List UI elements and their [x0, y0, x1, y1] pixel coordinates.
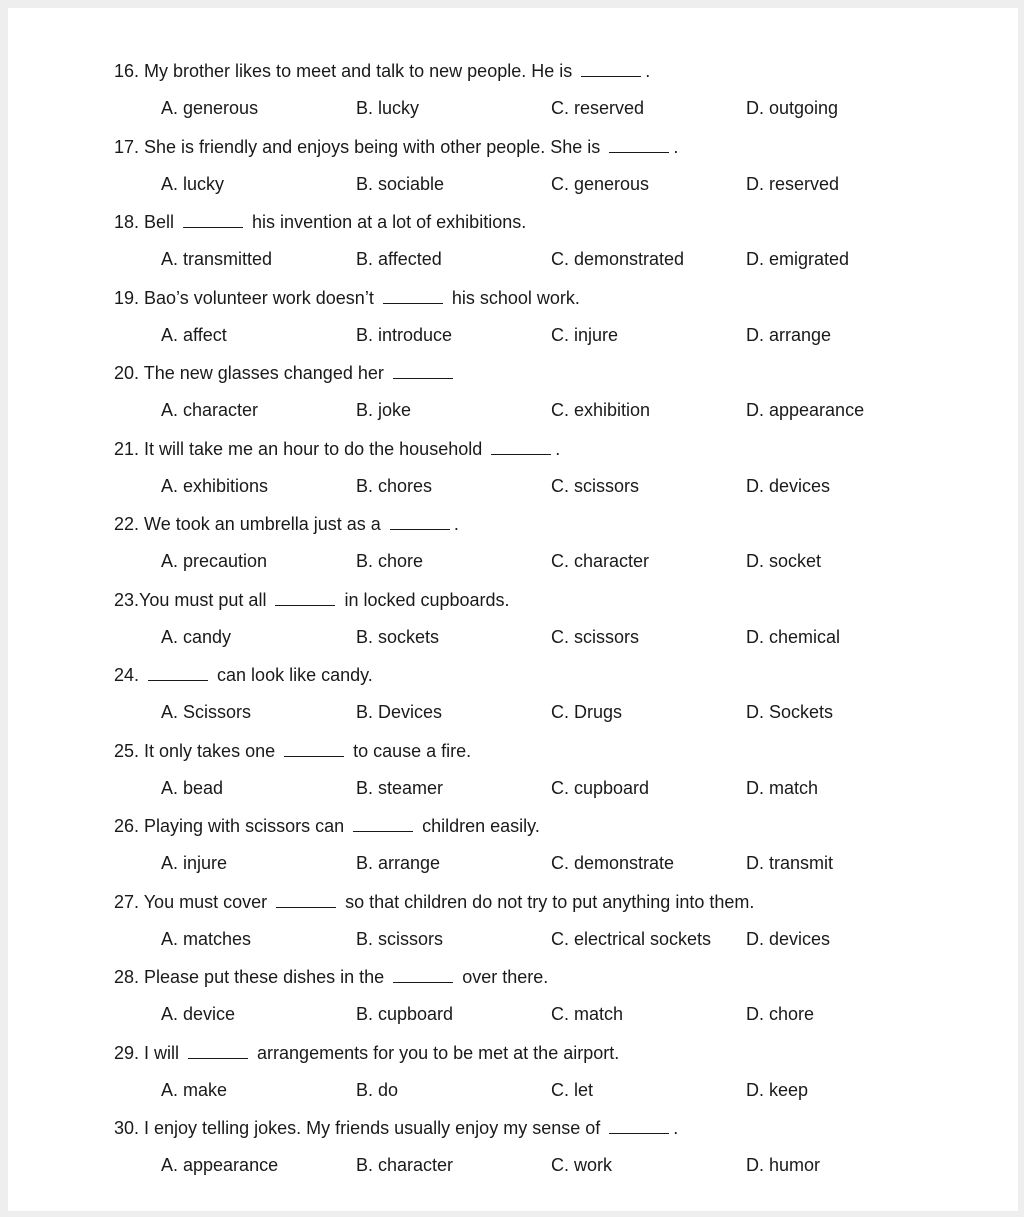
answer-blank [609, 138, 669, 153]
option-d: D. arrange [746, 324, 832, 345]
option-b: B. steamer [356, 777, 444, 798]
question-text-before: 21. It will take me an hour to do the household [114, 438, 488, 459]
option-b: B. arrange [356, 853, 441, 873]
answer-blank [581, 62, 641, 77]
option-c: C. scissors [551, 475, 640, 496]
answer-blank [188, 1044, 248, 1059]
question-stem [114, 966, 548, 988]
option-c: C. exhibition [551, 400, 651, 420]
answer-blank [276, 893, 336, 908]
option-d: D. socket [746, 551, 822, 571]
question-item [8, 60, 1018, 136]
option-c: C. injure [551, 324, 619, 345]
question-item [8, 664, 1018, 740]
question-text-before: 22. We took an umbrella just as a [114, 514, 386, 534]
question-text-after: his invention at a lot of exhibitions. [247, 212, 527, 232]
option-c: C. reserved [551, 98, 645, 118]
question-text-before: 17. She is friendly and enjoys being with other people. She is [114, 136, 606, 157]
question-stem [114, 438, 560, 460]
option-b: B. chores [356, 475, 433, 496]
question-text-before: 30. I enjoy telling jokes. My friends usually enjoy my sense of [114, 1118, 606, 1138]
option-c: C. generous [551, 173, 650, 194]
option-d: D. outgoing [746, 98, 839, 118]
option-a: A. appearance [161, 1155, 279, 1175]
question-stem [114, 589, 510, 611]
question-stem [114, 136, 678, 158]
question-item [8, 589, 1018, 665]
question-item [8, 136, 1018, 212]
question-stem [114, 891, 754, 913]
question-item [8, 1117, 1018, 1193]
option-a: A. Scissors [161, 702, 252, 722]
option-b: B. do [356, 1079, 399, 1100]
option-d: D. Sockets [746, 702, 834, 722]
question-stem [114, 287, 580, 309]
option-c: C. electrical sockets [551, 928, 712, 949]
question-item [8, 740, 1018, 816]
option-c: C. cupboard [551, 777, 650, 798]
option-b: B. lucky [356, 98, 420, 118]
option-c: C. work [551, 1155, 613, 1175]
option-c: C. scissors [551, 626, 640, 647]
question-text-before: 18. Bell [114, 212, 180, 232]
question-text-before: 27. You must cover [114, 891, 273, 912]
option-b: B. affected [356, 249, 442, 269]
question-text-after: . [555, 438, 561, 459]
option-b: B. introduce [356, 324, 453, 345]
question-text-after: to cause a fire. [348, 740, 472, 761]
option-d: D. humor [746, 1155, 821, 1175]
answer-blank [275, 591, 335, 606]
question-text-after: his school work. [446, 287, 580, 308]
question-stem [114, 60, 650, 82]
question-stem [114, 664, 373, 686]
option-d: D. keep [746, 1079, 809, 1100]
question-stem [114, 1117, 678, 1139]
option-d: D. devices [746, 928, 831, 949]
question-text-before: 23.You must put all [114, 589, 272, 610]
option-d: D. transmit [746, 853, 834, 873]
question-text-after: . [645, 61, 651, 81]
question-text-after: . [673, 1118, 679, 1138]
option-a: A. make [161, 1079, 228, 1100]
question-item [8, 815, 1018, 891]
option-a: A. affect [161, 324, 227, 345]
question-stem [114, 815, 540, 837]
option-d: D. appearance [746, 400, 865, 420]
option-a: A. device [161, 1004, 236, 1024]
question-text-after: over there. [457, 967, 549, 987]
question-item [8, 966, 1018, 1042]
option-d: D. chore [746, 1004, 815, 1024]
answer-blank [390, 515, 450, 530]
option-a: A. exhibitions [161, 475, 269, 496]
option-a: A. transmitted [161, 249, 273, 269]
question-stem [114, 211, 526, 233]
question-item [8, 1042, 1018, 1118]
answer-blank [383, 289, 443, 304]
question-text-after: in locked cupboards. [339, 589, 510, 610]
option-c: C. character [551, 551, 650, 571]
question-text-before: 19. Bao’s volunteer work doesn’t [114, 287, 379, 308]
option-b: B. Devices [356, 702, 443, 722]
option-b: B. chore [356, 551, 424, 571]
option-b: B. scissors [356, 928, 444, 949]
question-item [8, 513, 1018, 589]
answer-blank [148, 666, 208, 681]
answer-blank [491, 440, 551, 455]
answer-blank [183, 213, 243, 228]
question-stem [114, 513, 459, 535]
question-text-before: 20. The new glasses changed her [114, 363, 389, 383]
question-text-before: 24. [114, 665, 145, 685]
option-c: C. Drugs [551, 702, 623, 722]
question-item [8, 287, 1018, 363]
option-d: D. match [746, 777, 819, 798]
question-item [8, 891, 1018, 967]
question-text-before: 26. Playing with scissors can [114, 816, 350, 836]
question-stem [114, 1042, 619, 1064]
answer-blank [284, 742, 344, 757]
question-text-before: 28. Please put these dishes in the [114, 967, 390, 987]
worksheet-page [8, 8, 1018, 1211]
option-a: A. candy [161, 626, 232, 647]
answer-blank [393, 968, 453, 983]
answer-blank [353, 817, 413, 832]
option-a: A. generous [161, 98, 259, 118]
question-stem [114, 362, 457, 384]
question-text-after: . [453, 514, 459, 534]
option-d: D. emigrated [746, 249, 850, 269]
answer-blank [393, 364, 453, 379]
answer-blank [609, 1119, 669, 1134]
question-text-after: arrangements for you to be met at the airport. [252, 1042, 620, 1063]
option-d: D. reserved [746, 173, 840, 194]
option-a: A. injure [161, 853, 228, 873]
option-a: A. lucky [161, 173, 225, 194]
option-d: D. chemical [746, 626, 841, 647]
question-text-before: 25. It only takes one [114, 740, 281, 761]
option-c: C. match [551, 1004, 624, 1024]
question-text-after: . [673, 136, 679, 157]
option-a: A. character [161, 400, 259, 420]
option-c: C. demonstrate [551, 853, 675, 873]
option-b: B. joke [356, 400, 412, 420]
option-b: B. character [356, 1155, 454, 1175]
question-text-after: children easily. [417, 816, 540, 836]
question-text-before: 16. My brother likes to meet and talk to new people. He is [114, 61, 578, 81]
question-text-before: 29. I will [114, 1042, 185, 1063]
option-a: A. bead [161, 777, 224, 798]
question-text-after: can look like candy. [212, 665, 373, 685]
option-b: B. sockets [356, 626, 440, 647]
option-c: C. let [551, 1079, 594, 1100]
question-stem [114, 740, 471, 762]
option-b: B. sociable [356, 173, 445, 194]
question-item [8, 438, 1018, 514]
question-item [8, 362, 1018, 438]
option-d: D. devices [746, 475, 831, 496]
question-item [8, 211, 1018, 287]
question-text-after: so that children do not try to put anything into them. [340, 891, 755, 912]
option-a: A. precaution [161, 551, 268, 571]
option-a: A. matches [161, 928, 252, 949]
option-b: B. cupboard [356, 1004, 454, 1024]
option-c: C. demonstrated [551, 249, 685, 269]
